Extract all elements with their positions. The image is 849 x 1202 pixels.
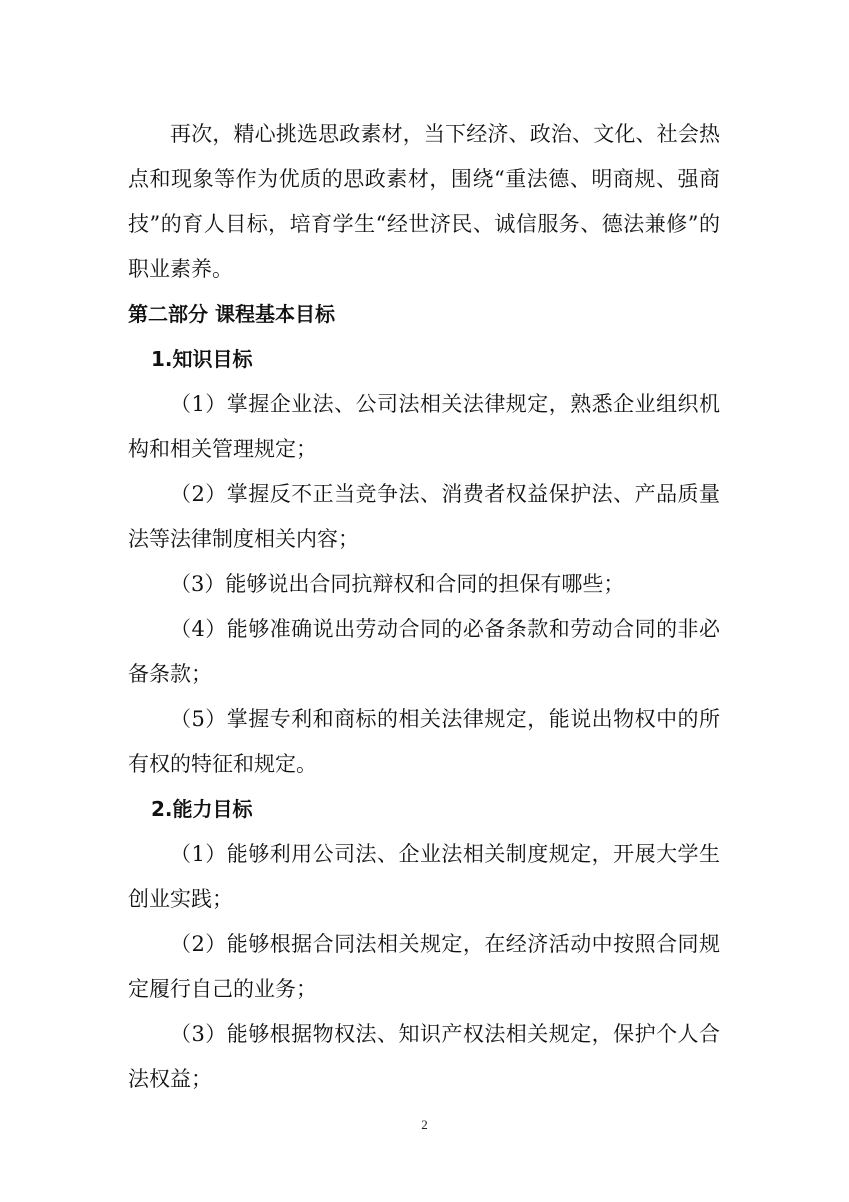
knowledge-objectives-title: 1.知识目标 [151, 347, 253, 371]
knowledge-item-1: （1）掌握企业法、公司法相关法律规定，熟悉企业组织机构和相关管理规定； [128, 392, 720, 461]
ability-item-2: （2）能够根据合同法相关规定，在经济活动中按照合同规定履行自己的业务； [128, 932, 720, 1001]
page-body [128, 112, 720, 1102]
section-title: 第二部分 课程基本目标 [128, 302, 335, 326]
knowledge-item-4: （4）能够准确说出劳动合同的必备条款和劳动合同的非必备条款； [128, 617, 720, 686]
page-number: 2 [421, 1117, 428, 1132]
knowledge-item-3: （3）能够说出合同抗辩权和合同的担保有哪些； [170, 572, 625, 596]
ability-item-3: （3）能够根据物权法、知识产权法相关规定，保护个人合法权益； [128, 1022, 720, 1091]
intro-paragraph: 再次，精心挑选思政素材，当下经济、政治、文化、社会热点和现象等作为优质的思政素材，围绕“重法德、明商规、强商技”的育人目标，培育学生“经世济民、诚信服务、德法兼修”的职业素养。 [128, 122, 720, 281]
ability-objectives-title: 2.能力目标 [151, 797, 253, 821]
knowledge-item-5: （5）掌握专利和商标的相关法律规定，能说出物权中的所有权的特征和规定。 [128, 707, 720, 776]
knowledge-item-2: （2）掌握反不正当竞争法、消费者权益保护法、产品质量法等法律制度相关内容； [128, 482, 720, 551]
ability-item-1: （1）能够利用公司法、企业法相关制度规定，开展大学生创业实践； [128, 842, 720, 911]
